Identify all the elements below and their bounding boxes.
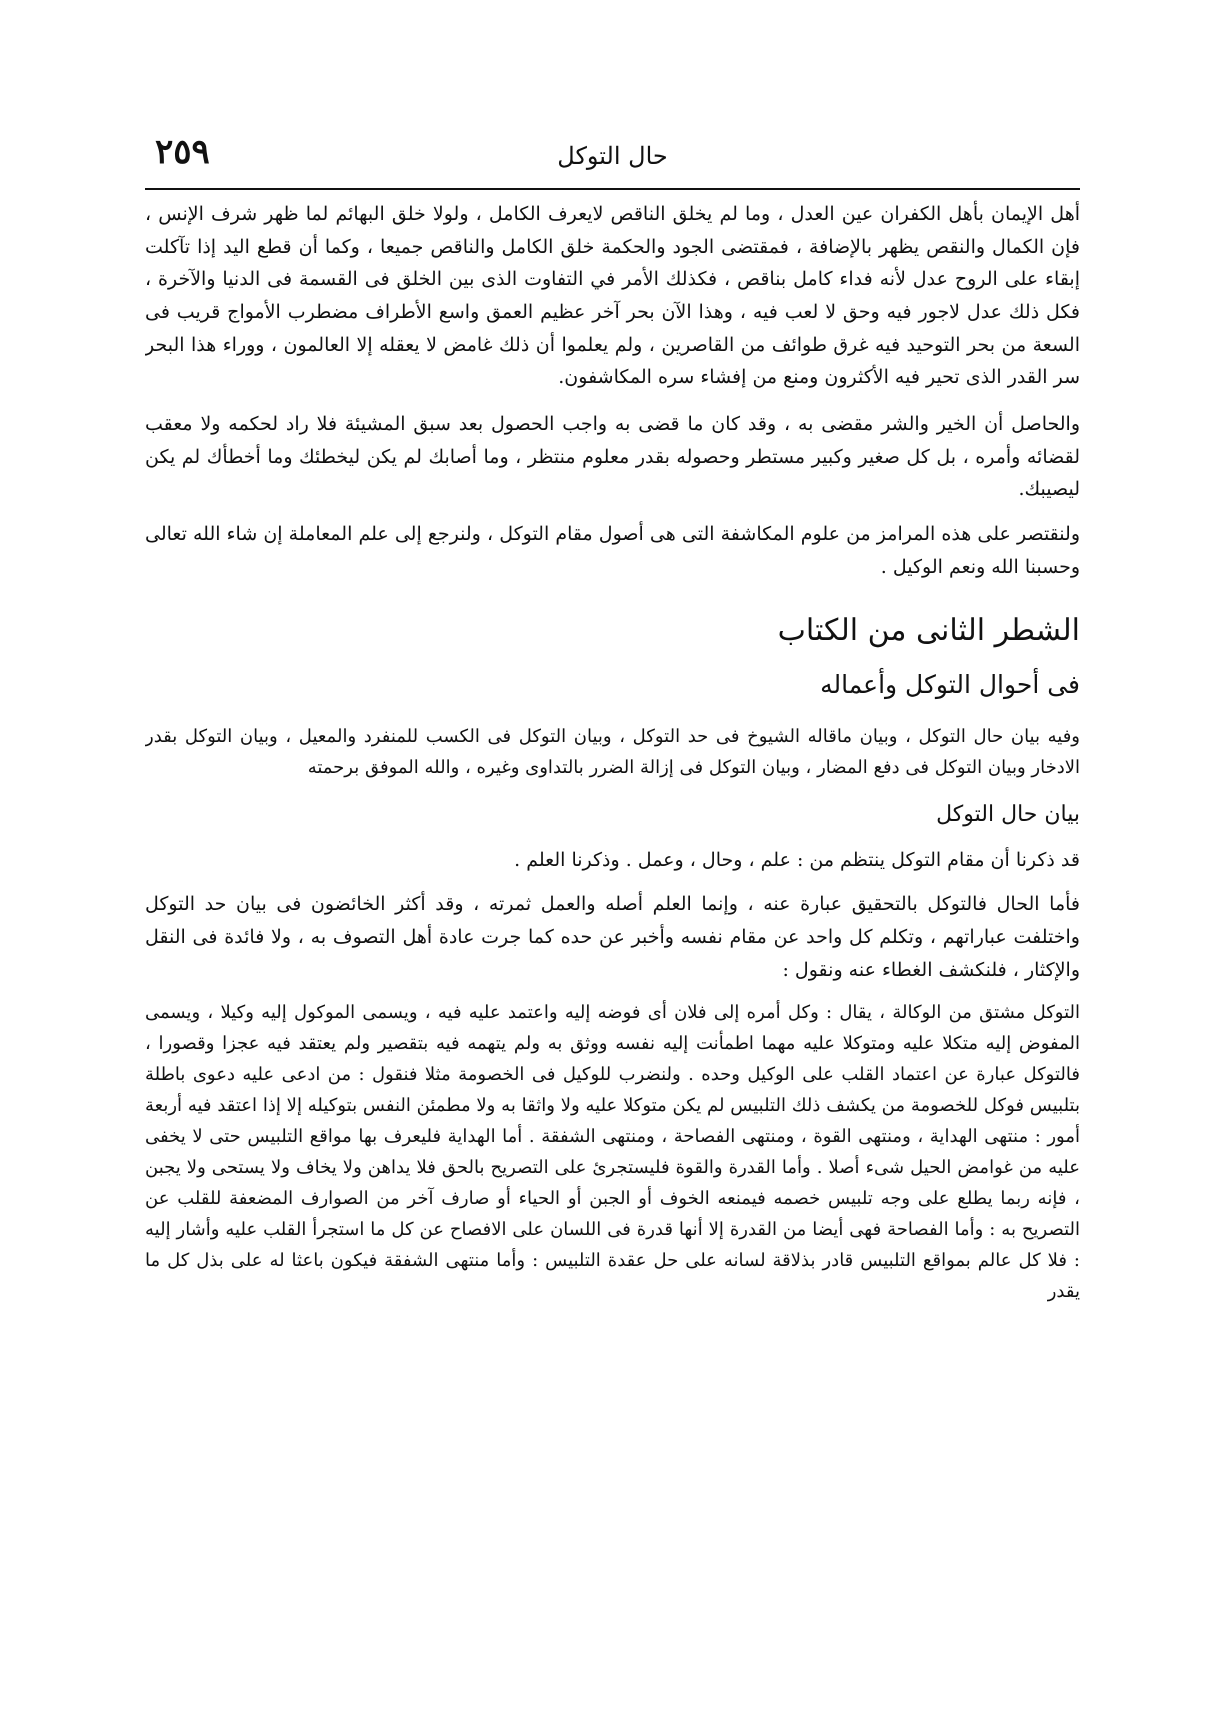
part-heading: الشطر الثانى من الكتاب xyxy=(777,613,1080,649)
section-paragraph-1: قد ذكرنا أن مقام التوكل ينتظم من : علم ، وحال ، وعمل . وذكرنا العلم . xyxy=(514,848,1080,871)
paragraph-transition: ولنقتصر على هذه المرامز من علوم المكاشفة التى هى أصول مقام التوكل ، ولنرجع إلى علم المعاملة إن شاء الله تعالى وحسبنا الله ونعم الوكيل . xyxy=(145,523,1080,578)
part-subheading: فى أحوال التوكل وأعماله xyxy=(820,669,1080,699)
page-header xyxy=(145,130,1080,190)
book-page xyxy=(145,130,1080,1690)
running-title: حال التوكل xyxy=(557,142,668,170)
paragraph-conclusion: والحاصل أن الخير والشر مقضى به ، وقد كان ما قضى به واجب الحصول بعد سبق المشيئة فلا راد لحكمه ولا معقب لقضائه وأمره ، بل كل صغير وكبير مستطر وحصوله بقدر معلوم منتظر ، وما أصابك لم يكن ليخطئك وما أخطأك لم يكن ليصيبك. xyxy=(145,413,1080,501)
section-heading: بيان حال التوكل xyxy=(936,801,1080,827)
part-contents-intro: وفيه بيان حال التوكل ، وبيان ماقاله الشيوخ فى حد التوكل ، وبيان التوكل فى الكسب للمنفرد والمعيل ، وبيان التوكل بقدر الادخار وبيان التوكل فى دفع المضار ، وبيان التوكل فى إزالة الضرر بالتداوى وغيره ، والله الموفق برحمته xyxy=(145,725,1080,778)
page-number: ٢٥٩ xyxy=(155,132,210,172)
section-paragraph-3: التوكل مشتق من الوكالة ، يقال : وكل أمره إلى فلان أى فوضه إليه واعتمد عليه فيه ، ويسمى الموكول إليه وكيلا ، ويسمى المفوض إليه متكلا عليه ومتوكلا عليه مهما اطمأنت إليه نفسه ووثق به ولم يتهمه فيه بتقصير ولم يعتقد فيه عجزا وقصورا ، فالتوكل عبارة عن اعتماد القلب على الوكيل وحده . ولنضرب للوكيل فى الخصومة مثلا فنقول : من ادعى عليه دعوى باطلة بتلبيس فوكل للخصومة من يكشف ذلك التلبيس لم يكن متوكلا عليه ولا واثقا به ولا مطمئن النفس بتوكيله إلا إذا اعتقد فيه أربعة أمور : منتهى الهداية ، ومنتهى القوة ، ومنتهى الفصاحة ، ومنتهى الشفقة . أما الهداية فليعرف بها مواقع التلبيس حتى لا يخفى عليه من غوامض الحيل شىء أصلا . وأما القدرة والقوة فليستجرئ على التصريح بالحق فلا يداهن ولا يخاف ولا يستحى ولا يجبن ، فإنه ربما يطلع على وجه تلبيس خصمه فيمنعه الخوف أو الجبن أو الحياء أو صارف آخر من الصوارف المضعفة للقلب عن التصريح به : وأما الفصاحة فهى أيضا من القدرة إلا أنها قدرة فى اللسان على الافصاح عن كل ما استجرأ القلب عليه وأشار إليه : فلا كل عالم بمواقع التلبيس قادر بذلاقة لسانه على حل عقدة التلبيس : وأما منتهى الشفقة فيكون باعثا له على بذل كل ما يقدر xyxy=(145,1002,1080,1302)
paragraph-justice: أهل الإيمان بأهل الكفران عين العدل ، وما لم يخلق الناقص لايعرف الكامل ، ولولا خلق البهائم لما ظهر شرف الإنس ، فإن الكمال والنقص يظهر بالإضافة ، فمقتضى الجود والحكمة خلق الكامل والناقص جميعا ، وكما أن قطع اليد إذا تآكلت إبقاء على الروح عدل لأنه فداء كامل بناقص ، فكذلك الأمر في التفاوت الذى بين الخلق فى القسمة فى الدنيا والآخرة ، فكل ذلك عدل لاجور فيه وحق لا لعب فيه ، وهذا الآن بحر آخر عظيم العمق واسع الأطراف مضطرب الأمواج قريب فى السعة من بحر التوحيد فيه غرق طوائف من القاصرين ، ولم يعلموا أن ذلك غامض لا يعقله إلا العالمون ، ووراء هذا البحر سر القدر الذى تحير فيه الأكثرون ومنع من إفشاء سره المكاشفون. xyxy=(145,203,1080,389)
page-body xyxy=(145,198,1080,1308)
section-paragraph-2: فأما الحال فالتوكل بالتحقيق عبارة عنه ، وإنما العلم أصله والعمل ثمرته ، وقد أكثر الخائضون فى بيان حد التوكل واختلفت عباراتهم ، وتكلم كل واحد عن مقام نفسه وأخبر عن حده كما جرت عادة أهل التصوف به ، ولا فائدة فى النقل والإكثار ، فلنكشف الغطاء عنه ونقول : xyxy=(145,893,1080,981)
